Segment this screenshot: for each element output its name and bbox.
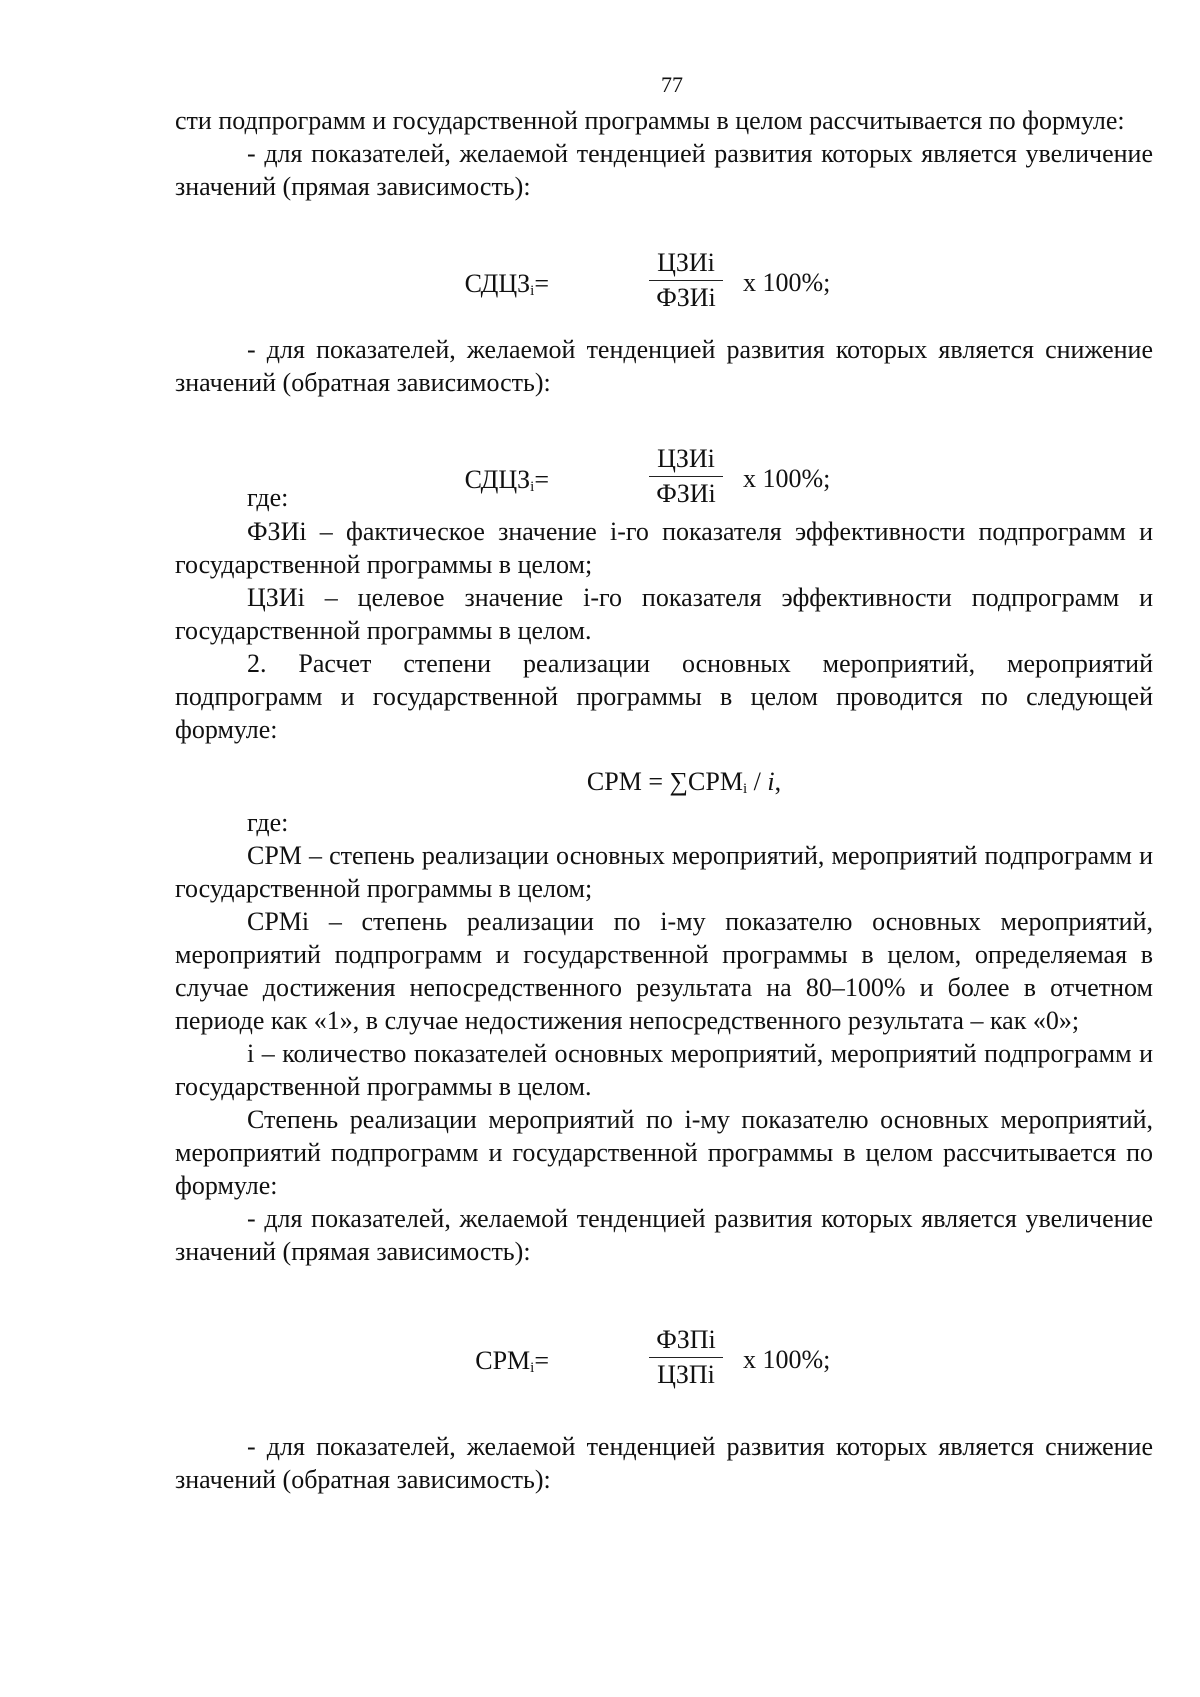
- paragraph: СРМi – степень реализации по i-му показателю основных мероприятий, мероприятий подпрограмм и государственной программы в целом, определяемая в случае достижения непосредственного результата на 80–100% и более в отчетном периоде как «1», в случае недостижения непосредственного результата – как «0»;: [175, 907, 1153, 1035]
- formula-denominator: ЦЗПi: [657, 1360, 715, 1389]
- formula-numerator: ЦЗИi: [649, 247, 723, 281]
- formula-denominator: ФЗИi: [656, 479, 716, 508]
- formula-fraction: [649, 1324, 723, 1391]
- formula-srm-sum: СРМ = $\sum СРМ_i$ / i,: [586, 767, 782, 797]
- paragraph: - для показателей, желаемой тенденцией развития которых является увеличение значений (прямая зависимость):: [175, 1204, 1153, 1266]
- paragraph: i – количество показателей основных мероприятий, мероприятий подпрограмм и государственной программы в целом.: [175, 1039, 1153, 1101]
- formula-srm-direct: [175, 1324, 1153, 1404]
- paragraph: ФЗИi – фактическое значение i-го показателя эффективности подпрограмм и государственной программы в целом;: [175, 517, 1153, 579]
- formula-sdcz-direct: [175, 247, 1153, 327]
- paragraph: сти подпрограмм и государственной программы в целом рассчитывается по формуле:: [175, 106, 1125, 135]
- formula-lhs: $СДЦЗ_i=$: [464, 465, 549, 495]
- paragraph: Степень реализации мероприятий по i-му показателю основных мероприятий, мероприятий подпрограмм и государственной программы в целом рассчитывается по формуле:: [175, 1105, 1153, 1200]
- formula-rhs: х 100%;: [743, 268, 831, 297]
- page-number: 77: [661, 72, 683, 97]
- paragraph: 2. Расчет степени реализации основных мероприятий, мероприятий подпрограмм и государственной программы в целом проводится по следующей формуле:: [175, 649, 1153, 744]
- formula-numerator: ФЗПi: [649, 1324, 723, 1358]
- formula-lhs: $СДЦЗ_i=$: [464, 269, 549, 299]
- formula-numerator: ЦЗИi: [649, 443, 723, 477]
- where-label: где:: [247, 808, 289, 837]
- formula-sdcz-inverse: [175, 443, 1153, 515]
- paragraph: СРМ – степень реализации основных мероприятий, мероприятий подпрограмм и государственной программы в целом;: [175, 841, 1153, 903]
- formula-rhs: х 100%;: [743, 1345, 831, 1374]
- paragraph: - для показателей, желаемой тенденцией развития которых является снижение значений (обратная зависимость):: [175, 1432, 1153, 1494]
- formula-fraction: [649, 247, 723, 314]
- paragraph: - для показателей, желаемой тенденцией развития которых является увеличение значений (прямая зависимость):: [175, 139, 1153, 201]
- paragraph: - для показателей, желаемой тенденцией развития которых является снижение значений (обратная зависимость):: [175, 335, 1153, 397]
- formula-denominator: ФЗИi: [656, 283, 716, 312]
- formula-lhs: $СРМ_i=$: [475, 1346, 549, 1376]
- formula-fraction: [649, 443, 723, 510]
- document-page: [175, 72, 1153, 1496]
- formula-rhs: х 100%;: [743, 464, 831, 493]
- where-label: где:: [247, 483, 289, 512]
- paragraph: ЦЗИi – целевое значение i-го показателя эффективности подпрограмм и государственной программы в целом.: [175, 583, 1153, 645]
